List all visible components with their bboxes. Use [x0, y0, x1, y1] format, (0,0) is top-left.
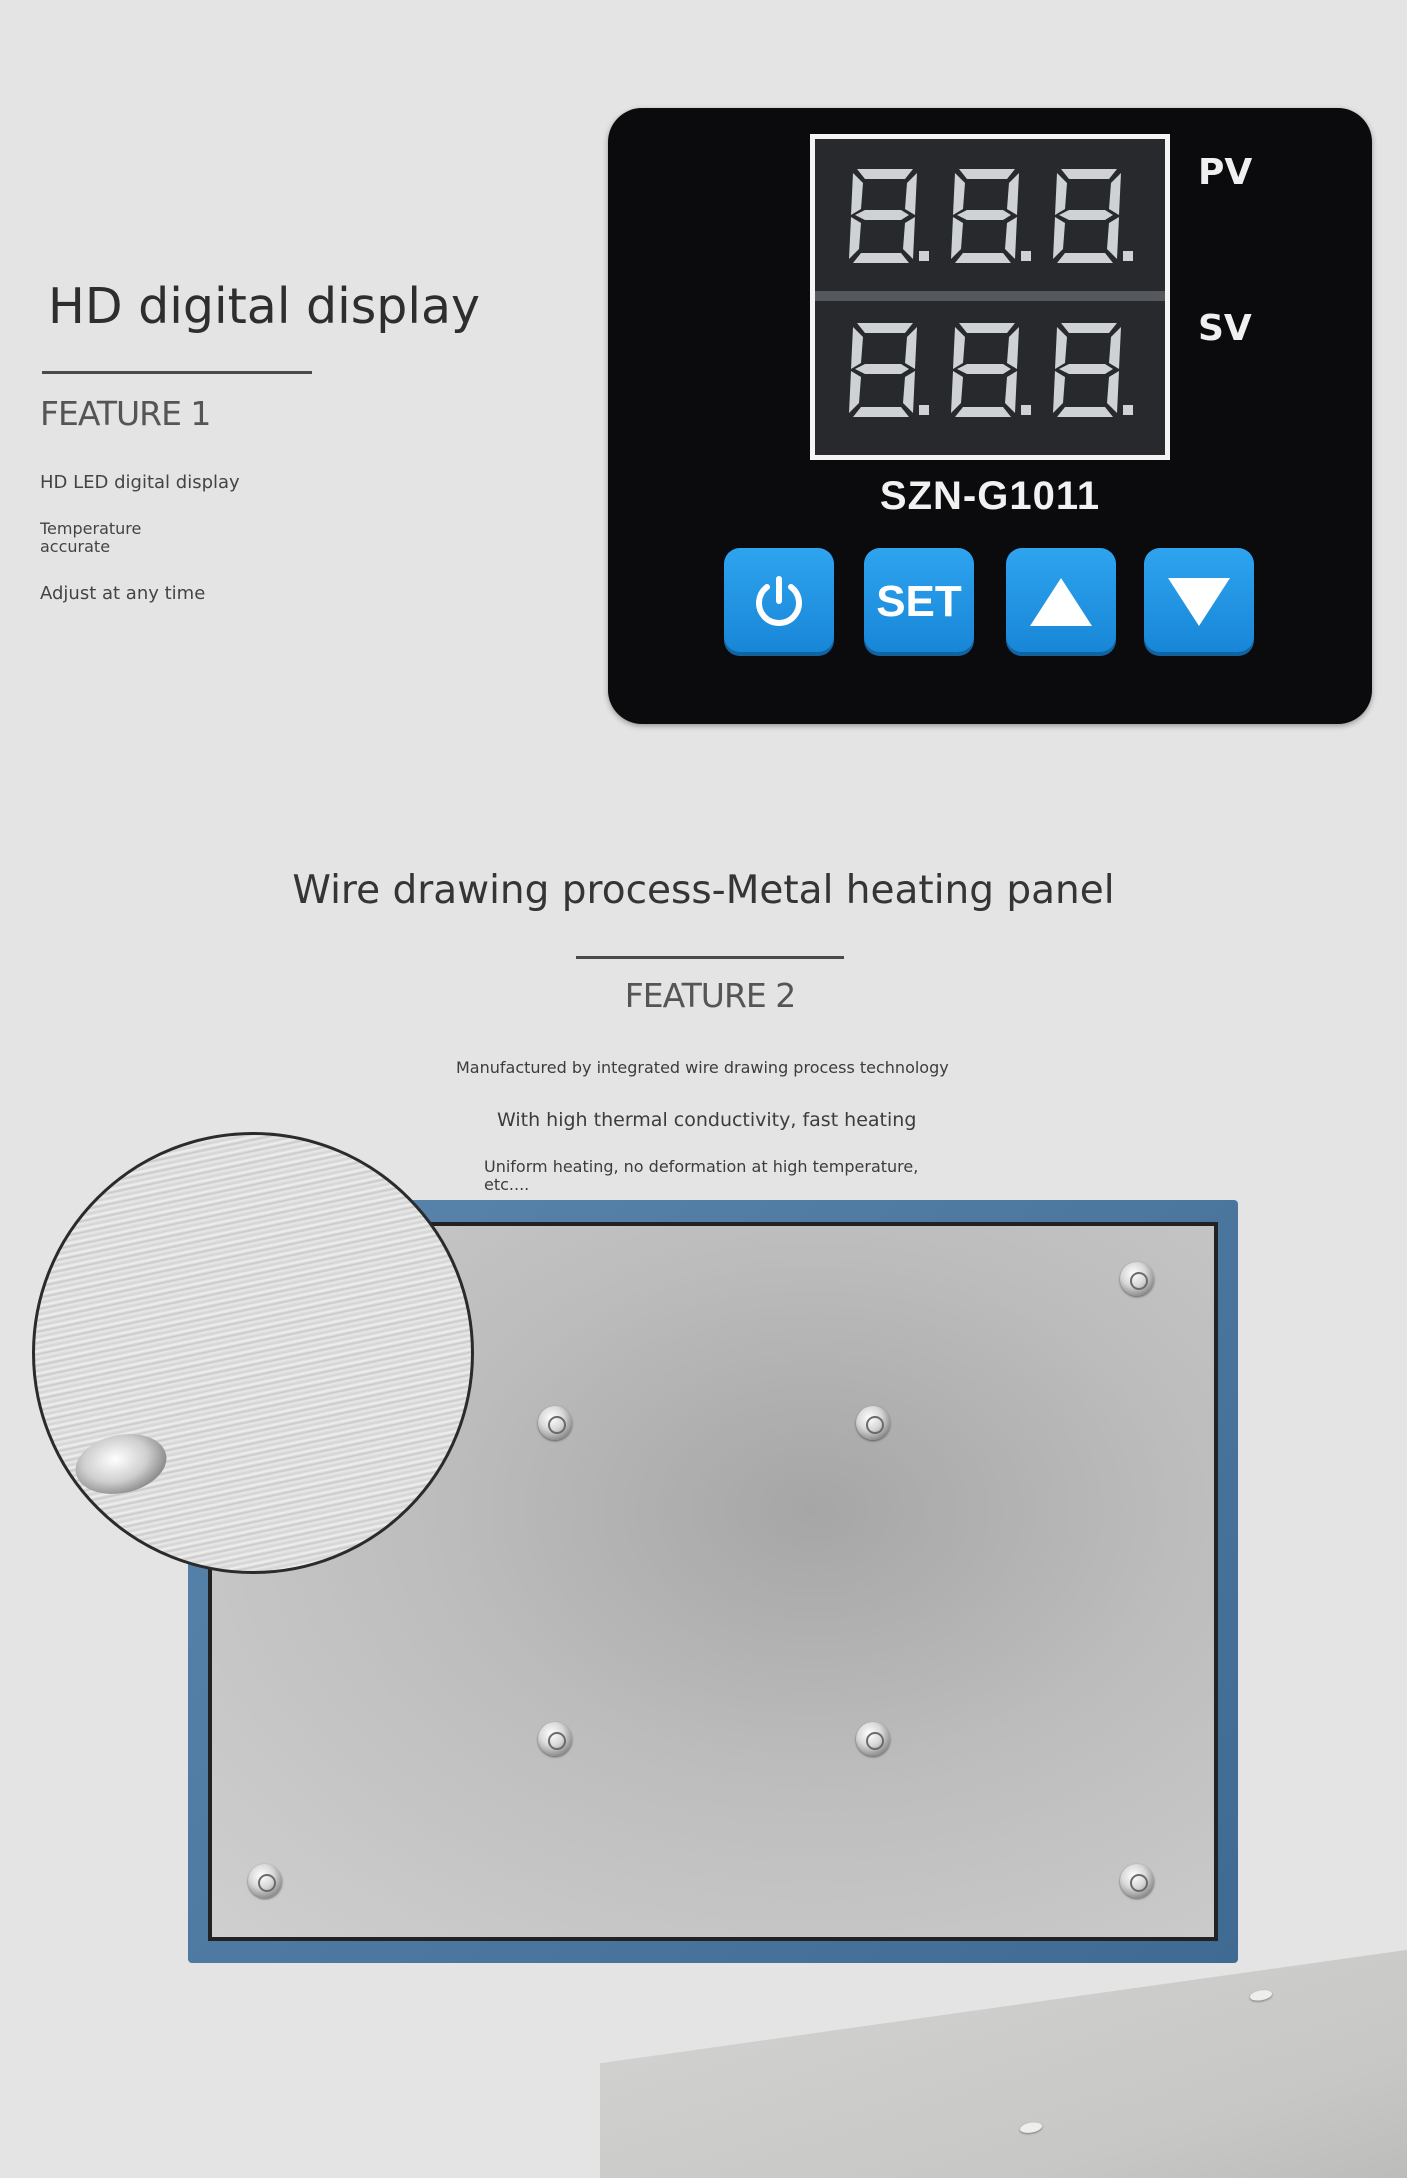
feature1-title: HD digital display	[48, 278, 481, 335]
screw-icon	[248, 1864, 282, 1898]
segment-digit	[1047, 165, 1135, 265]
display-divider	[815, 291, 1165, 301]
segment-digit	[843, 319, 931, 419]
foot-icon	[1250, 1989, 1272, 2002]
led-display	[810, 134, 1170, 460]
model-number: SZN-G1011	[879, 474, 1101, 518]
screw-icon	[538, 1406, 572, 1440]
feature2-label: FEATURE 2	[624, 976, 796, 1015]
temperature-controller-panel	[608, 108, 1372, 724]
feature1-label: FEATURE 1	[40, 394, 211, 433]
feature1-point-2: Temperature accurate	[40, 519, 142, 556]
feature1-point-1: HD LED digital display	[40, 472, 240, 493]
up-button[interactable]	[1006, 548, 1116, 656]
power-button[interactable]	[724, 548, 834, 656]
feature1-point-3: Adjust at any time	[40, 583, 206, 604]
set-button[interactable]: SET	[864, 548, 974, 656]
foot-icon	[1020, 2121, 1042, 2134]
screw-icon	[1120, 1262, 1154, 1296]
sv-digits	[843, 319, 1143, 429]
down-button[interactable]	[1144, 548, 1254, 656]
pv-label: PV	[1198, 152, 1253, 193]
pv-digits	[843, 165, 1143, 275]
screw-icon	[856, 1722, 890, 1756]
screw-icon	[1120, 1864, 1154, 1898]
up-arrow-icon	[1026, 574, 1096, 630]
feature2-title: Wire drawing process-Metal heating panel	[292, 868, 1115, 913]
heating-device-edge	[600, 1937, 1407, 2178]
feature2-divider	[576, 956, 844, 959]
feature2-point-3: Uniform heating, no deformation at high temperature, etc....	[484, 1157, 919, 1194]
screw-icon	[70, 1426, 172, 1502]
power-icon	[748, 571, 810, 633]
segment-digit	[1047, 319, 1135, 419]
segment-digit	[945, 319, 1033, 419]
brushed-metal-closeup	[32, 1132, 474, 1574]
feature2-point-1: Manufactured by integrated wire drawing process technology	[456, 1058, 949, 1077]
segment-digit	[843, 165, 931, 265]
sv-label: SV	[1198, 308, 1252, 349]
feature1-divider	[42, 371, 312, 374]
segment-digit	[945, 165, 1033, 265]
feature2-point-2: With high thermal conductivity, fast heating	[497, 1109, 917, 1131]
down-arrow-icon	[1164, 574, 1234, 630]
screw-icon	[538, 1722, 572, 1756]
screw-icon	[856, 1406, 890, 1440]
